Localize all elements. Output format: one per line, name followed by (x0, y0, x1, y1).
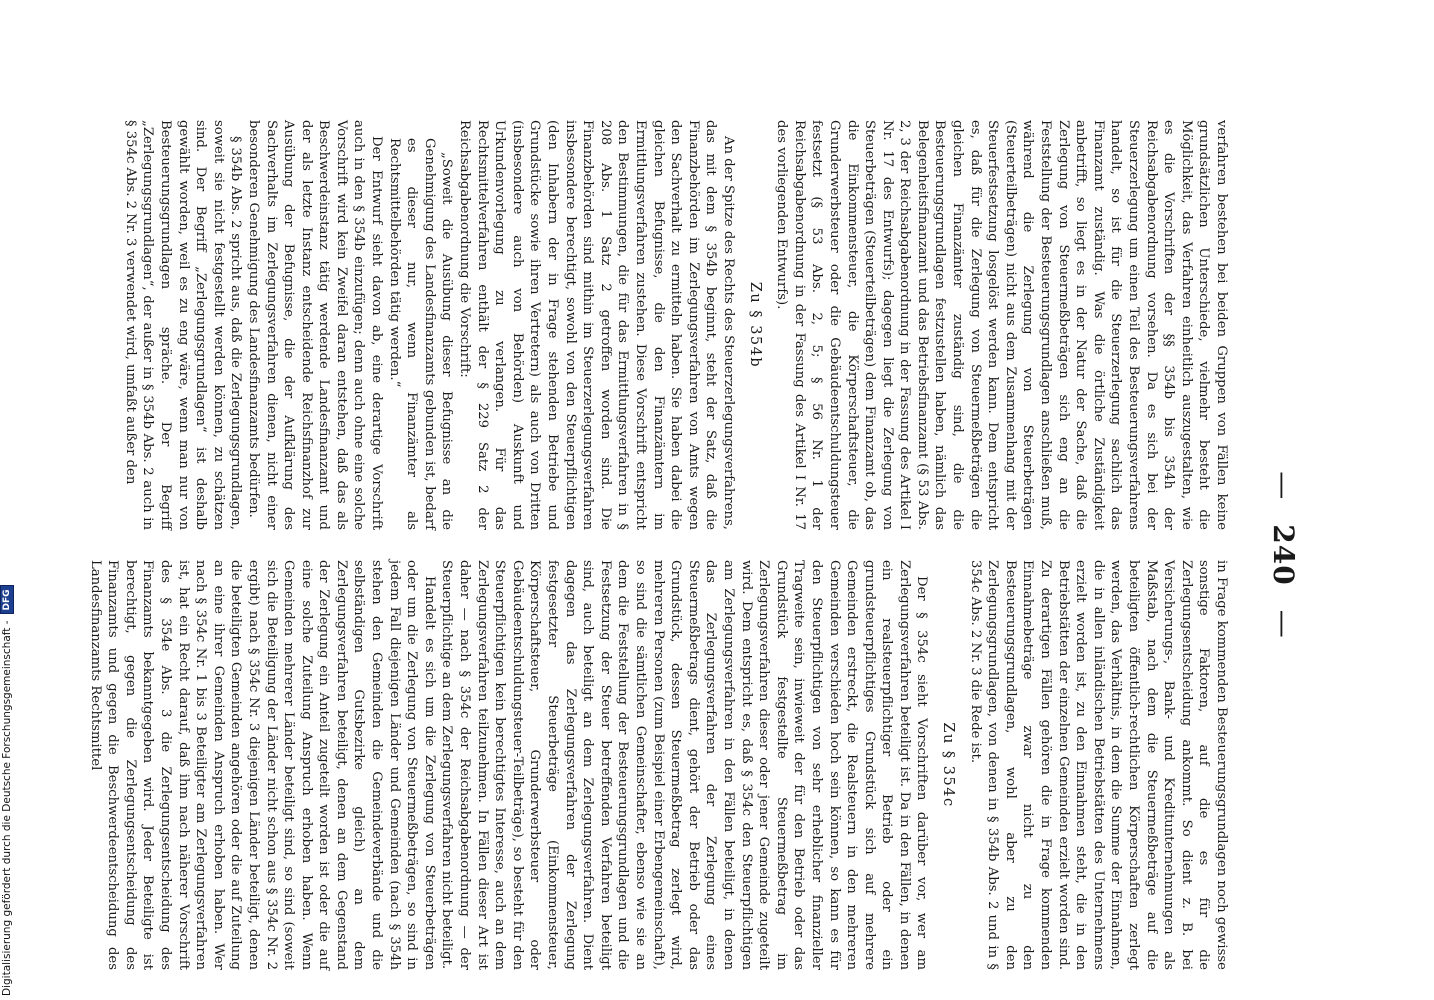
right-column (87, 560, 1230, 970)
right-intro-paragraph: in Frage kommenden Besteuerungsgrundlagen noch gewisse sonstige Faktoren, auf die es für die Zerlegungsentscheidung ankommt. So dient z. B. bei Versicherungs-, Bank- und Kreditunternehmungen als Maßstab, nach dem die Steuermeßbeträge auf die beteiligten öffentlich-rechtlichen Körperschaften zerlegt werden, das Verhältnis, in dem die Summe der Einnahmen, die in allen inländischen Betriebstätten des Unternehmens erzielt worden ist, zu den Einnahmen steht, die in den Betriebstätten der einzelnen Gemeinden erzielt worden sind. Zu derartigen Fällen gehören die in Frage kommenden Einnahmebeträge zwar nicht zu den Besteuerungsgrundlagen, wohl aber zu den Zerlegungsgrundlagen, von denen in § 354b Abs. 2 und in § 354c Abs. 2 Nr. 3 die Rede ist. (967, 560, 1229, 970)
left-intro-paragraph: verfahren bestehen bei beiden Gruppen von Fällen keine grundsätzlichen Unterschiede, vielmehr besteht die Möglichkeit, das Verfahren einheitlich auszugestalten, wie es die Vorschriften der §§ 354b bis 354h der Reichsabgabenordnung vorsehen. Da es sich bei der Steuerzerlegung um einen Teil des Besteuerungsverfahrens handelt, so ist für die Steuerzerlegung sachlich das Finanzamt zuständig. Was die örtliche Zuständigkeit anbetrifft, so liegt es in der Natur der Sache, daß die Zerlegung von Steuermeßbeträgen sich eng an die Feststellung der Besteuerungsgrundlagen anschließen muß, während die Zerlegung von Steuerbeträgen (Steuerteilbeträgen) nicht aus dem Zusammenhang mit der Steuerfestsetzung losgelöst werden kann. Dem entspricht es, daß für die Zerlegung von Steuermeßbeträgen die gleichen Finanzämter zuständig sind, die die Besteuerungsgrundlagen festzustellen haben, nämlich das Belegenheitsfinanzamt und das Betriebsfinanzamt (§ 53 Abs. 2, 3 der Reichsabgabenordnung in der Fassung des Artikel I Nr. 17 des Entwurfs); dagegen liegt die Zerlegung von Steuerbeträgen (Steuerteilbeträgen) dem Finanzamt ob, das die Einkommensteuer, die Körperschaftsteuer, die Grunderwerbsteuer oder die Gebäudeentschuldungsteuer festsetzt (§ 53 Abs. 2, 5; § 56 Nr. 1 der Reichsabgabenordnung in der Fassung des Artikel I Nr. 17 des vorliegenden Entwurfs). (774, 120, 1229, 530)
paragraph-354c-1: Der § 354c sieht Vorschriften darüber vor, wer am Zerlegungsverfahren beteiligt ist. Da in den Fällen, in denen ein realsteuerpflichtiger Betrieb oder ein grundsteuerpflichtiges Grundstück sich auf mehrere Gemeinden erstreckt, die Realsteuern in den mehreren Gemeinden verschieden hoch sein können, so kann es für den Steuerpflichtigen von sehr erheblicher finanzieller Tragweite sein, inwieweit der für den Betrieb oder das Grundstück festgestellte Steuermeßbetrag im Zerlegungsverfahren dieser oder jener Gemeinde zugeteilt wird. Dem entspricht es, daß § 354c den Steuerpflichtigen am Zerlegungsverfahren in den Fällen beteiligt, in denen das Zerlegungsverfahren der Zerlegung eines Steuermeßbetrags dient, gehört der Betrieb oder das Grundstück, dessen Steuermeßbetrag zerlegt wird, mehreren Personen (zum Beispiel einer Erbengemeinschaft), so sind die sämtlichen Gemeinschafter, ebenso wie sie an dem die Feststellung der Besteuerungsgrundlagen und die Festsetzung der Steuer betreffenden Verfahren beteiligt sind, auch beteiligt an dem Zerlegungsverfahren. Dient dagegen das Zerlegungsverfahren der Zerlegung festgesetzter Steuerbeträge (Einkommensteuer, Körperschaftsteuer, Grunderwerbsteuer oder Gebäudeentschuldungsteuer-Teilbeträge), so besteht für den Steuerpflichtigen kein berechtigtes Interesse, auch an dem Zerlegungsverfahren teilzunehmen. In Fällen dieser Art ist daher — nach § 354c der Reichsabgabenordnung — der Steuerpflichtige an dem Zerlegungsverfahren nicht beteiligt. (439, 560, 930, 970)
page-number-line (1267, 120, 1300, 990)
digitization-note (0, 0, 14, 1000)
left-column (120, 120, 1230, 530)
digitization-text: Digitalisierung gefördert durch die Deutsche Forschungsgemeinschaft - (1, 620, 13, 996)
paragraph-354c-2: Handelt es sich um die Zerlegung von Steuerbeträgen oder um die Zerlegung von Steuermeßbeträgen, so sind in jedem Fall diejenigen Länder und Gemeinden (nach § 354h stehen den Gemeinden die Gemeindeverbände und die selbständigen Gutsbezirke gleich) an dem Zerlegungsverfahren beteiligt, denen an dem Gegenstand der Zerlegung ein Anteil zugeteilt worden ist oder die auf eine solche Zuteilung Anspruch erhoben haben. Wenn Gemeinden mehrerer Länder beteiligt sind, so sind (soweit sich die Beteiligung der Länder nicht schon aus § 354c Nr. 2 ergibt) nach § 354c Nr. 3 diejenigen Länder beteiligt, denen die beteiligten Gemeinden angehören oder die auf Zuteilung an eine ihrer Gemeinden Anspruch erhoben haben. Wer nach § 354c Nr. 1 bis 3 Beteiligter am Zerlegungsverfahren ist, hat ein Recht darauf, daß ihm nach näherer Vorschrift des § 354e Abs. 3 die Zerlegungsentscheidung des Finanzamts bekanntgegeben wird. Jeder Beteiligte ist berechtigt, gegen die Zerlegungsentscheidung des Finanzamts und gegen die Beschwerdeentscheidung des Landesfinanzamts Rechtsmittel (87, 560, 437, 970)
dfg-logo: DFG (0, 585, 14, 614)
paragraph-354b-2: Der Entwurf sieht davon ab, eine derartige Vorschrift auch in den § 354b einzufügen; denn auch ohne eine solche Vorschrift wird kein Zweifel daran entstehen, daß das als Beschwerdeinstanz tätig werdende Landesfinanzamt und der als letzte Instanz entscheidende Reichsfinanzhof zur Ausübung der Befugnisse, die der Aufklärung des Sachverhalts im Zerlegungsverfahren dienen, nicht einer besonderen Genehmigung des Landesfinanzamts bedürfen. (245, 120, 385, 530)
heading-354b: Zu § 354b (746, 281, 763, 369)
paragraph-354b-1: An der Spitze des Rechts des Steuerzerlegungsverfahrens, das mit dem § 354b beginnt, steht der Satz, daß die Finanzbehörden im Zerlegungsverfahren von Amts wegen den Sachverhalt zu ermitteln haben. Sie haben dabei die gleichen Befugnisse, die den Finanzämtern im Ermittlungsverfahren zustehen. Diese Vorschrift entspricht den Bestimmungen, die für das Ermittlungsverfahren in § 208 Abs. 1 Satz 2 getroffen worden sind. Die Finanzbehörden sind mithin im Steuerzerlegungsverfahren insbesondere berechtigt, sowohl von den Steuerpflichtigen (den Inhabern der in Frage stehenden Betriebe und Grundstücke sowie ihren Vertretern) als auch von Dritten (insbesondere auch von Behörden) Auskunft und Urkundenvorlegung zu verlangen. Für das Rechtsmittelverfahren enthält der § 229 Satz 2 der Reichsabgabenordnung die Vorschrift: (457, 120, 736, 530)
page-dash-left: — (1267, 471, 1300, 501)
page-number: 240 (1267, 524, 1300, 586)
heading-354c: Zu § 354c (940, 722, 957, 808)
page-dash-right: — (1267, 609, 1300, 639)
paragraph-354b-3: § 354b Abs. 2 spricht aus, daß die Zerlegungsgrundlagen, soweit sie nicht festgestellt werden können, zu schätzen sind. Der Begriff „Zerlegungsgrundlagen“ ist deshalb gewählt worden, weil es zu eng wäre, wenn man nur von Besteuerungsgrundlagen spräche. Der Begriff „Zerlegungsgrundlagen“, der außer in § 354b Abs. 2 auch in § 354c Abs. 2 Nr. 3 verwendet wird, umfaßt außer den (122, 120, 244, 530)
document-page (87, 120, 1300, 990)
quote-354b: „Soweit die Ausübung dieser Befugnisse an die Genehmigung des Landesfinanzamts gebunden ist, bedarf es dieser nur, wenn Finanzämter als Rechtsmittelbehörden tätig werden.“ (386, 138, 455, 530)
